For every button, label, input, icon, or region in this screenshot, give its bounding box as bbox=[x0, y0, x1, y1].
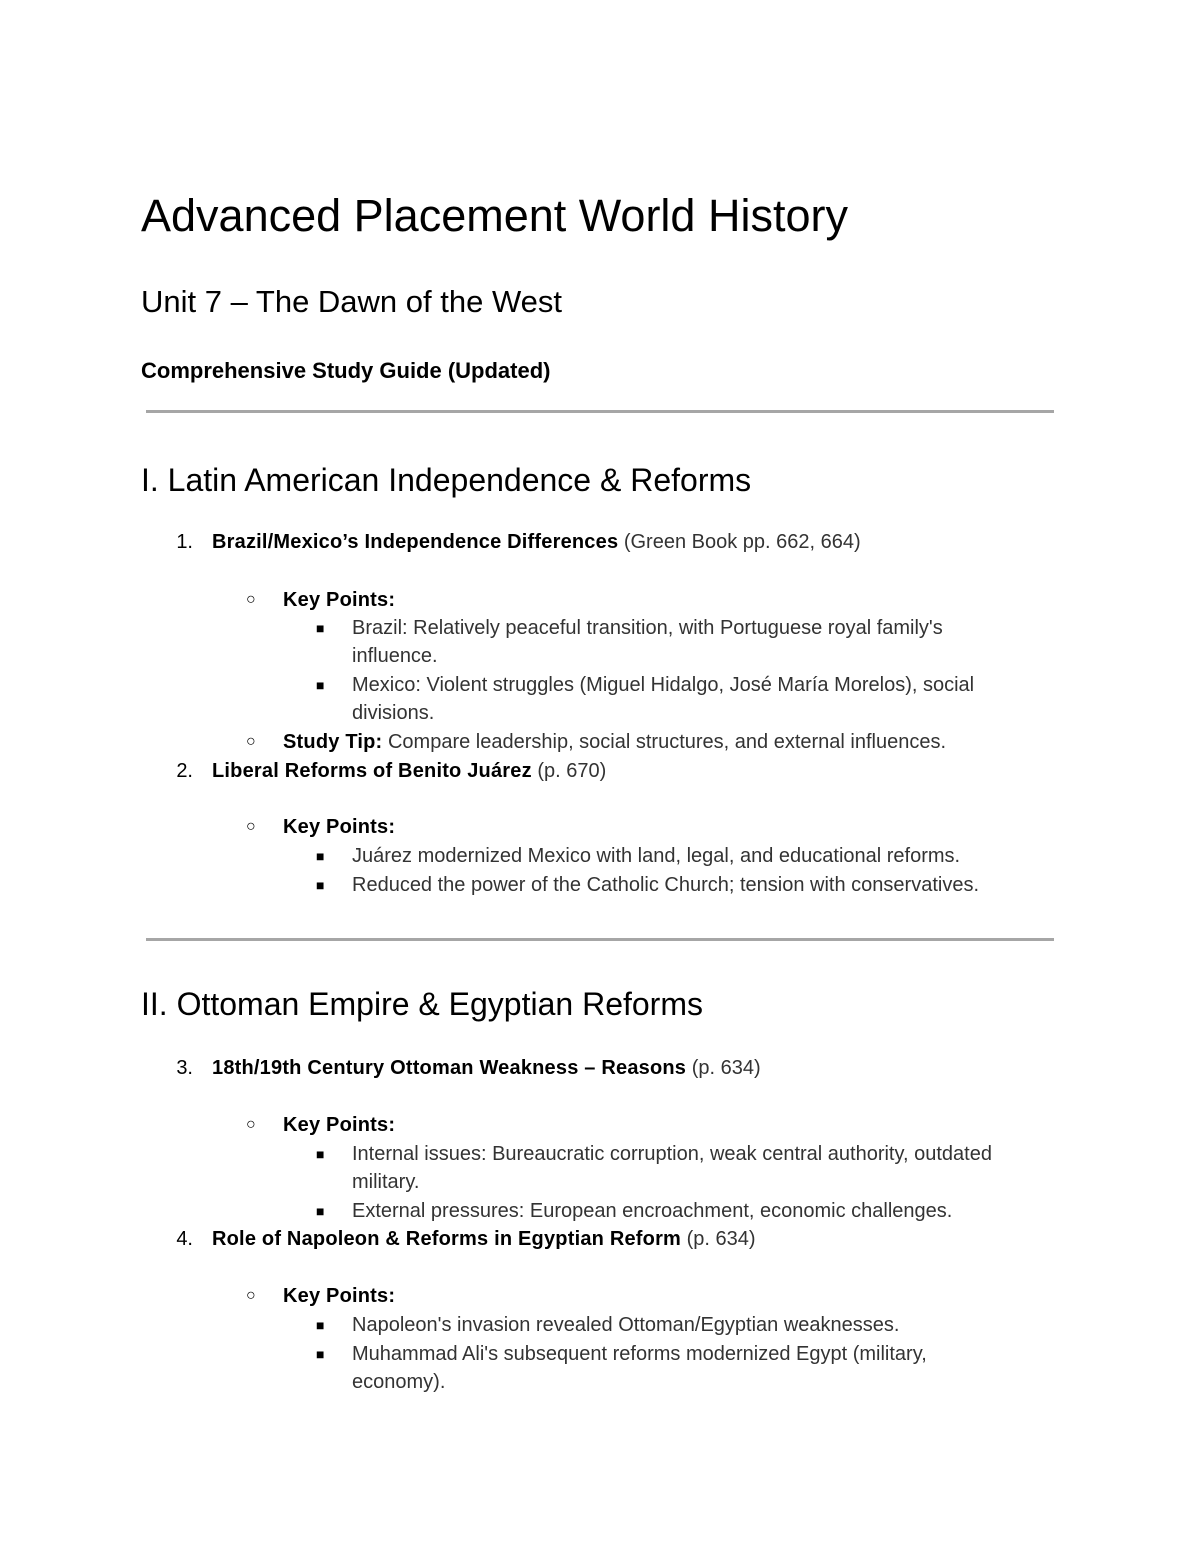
list-item-2 bbox=[212, 757, 606, 785]
study-tip-text: Compare leadership, social structures, and external influences. bbox=[387, 731, 947, 753]
square-bullet-icon: ■ bbox=[316, 1203, 325, 1219]
list-item-3 bbox=[212, 1054, 761, 1082]
square-bullet-icon: ■ bbox=[316, 877, 325, 893]
document-title: Advanced Placement World History bbox=[141, 190, 848, 241]
key-point-text: Brazil: Relatively peaceful transition, with Portuguese royal family's bbox=[352, 617, 943, 639]
key-points-label: Key Points: bbox=[283, 589, 396, 611]
item-number: 2. bbox=[176, 760, 193, 782]
key-points-label: Key Points: bbox=[283, 1114, 396, 1136]
page-reference: (Green Book pp. 662, 664) bbox=[623, 531, 861, 553]
square-bullet-icon: ■ bbox=[316, 620, 325, 636]
key-point-text: military. bbox=[352, 1171, 420, 1193]
circle-bullet-icon: ○ bbox=[246, 1116, 256, 1133]
item-number: 3. bbox=[176, 1057, 193, 1079]
key-point-text: Muhammad Ali's subsequent reforms modernized Egypt (military, bbox=[352, 1343, 927, 1365]
item-title: Brazil/Mexico’s Independence Differences bbox=[212, 531, 619, 553]
item-number: 4. bbox=[176, 1228, 193, 1250]
study-tip-label: Study Tip: bbox=[283, 731, 383, 753]
study-guide-subtitle: Comprehensive Study Guide (Updated) bbox=[141, 358, 551, 383]
key-point-text: influence. bbox=[352, 645, 438, 667]
key-point-text: Napoleon's invasion revealed Ottoman/Egyptian weaknesses. bbox=[352, 1314, 900, 1336]
page-reference: (p. 634) bbox=[691, 1057, 761, 1079]
item-title: 18th/19th Century Ottoman Weakness – Reasons bbox=[212, 1057, 687, 1079]
item-title: Liberal Reforms of Benito Juárez bbox=[212, 760, 532, 782]
square-bullet-icon: ■ bbox=[316, 848, 325, 864]
circle-bullet-icon: ○ bbox=[246, 818, 256, 835]
item-number: 1. bbox=[176, 531, 193, 553]
unit-heading: Unit 7 – The Dawn of the West bbox=[141, 284, 563, 319]
circle-bullet-icon: ○ bbox=[246, 1287, 256, 1304]
item-title: Role of Napoleon & Reforms in Egyptian Reform bbox=[212, 1228, 682, 1250]
key-point-text: Internal issues: Bureaucratic corruption, weak central authority, outdated bbox=[352, 1143, 992, 1165]
section-heading-1: I. Latin American Independence & Reforms bbox=[141, 462, 752, 498]
circle-bullet-icon: ○ bbox=[246, 733, 256, 750]
list-item-4 bbox=[212, 1225, 756, 1253]
key-point-text: divisions. bbox=[352, 702, 435, 724]
key-points-label: Key Points: bbox=[283, 1285, 396, 1307]
key-point-text: External pressures: European encroachment, economic challenges. bbox=[352, 1200, 953, 1222]
section-heading-2: II. Ottoman Empire & Egyptian Reforms bbox=[141, 986, 703, 1022]
key-point-text: economy). bbox=[352, 1371, 446, 1393]
key-point-text: Mexico: Violent struggles (Miguel Hidalgo, José María Morelos), social bbox=[352, 674, 975, 696]
key-point-text: Reduced the power of the Catholic Church; tension with conservatives. bbox=[352, 874, 980, 896]
circle-bullet-icon: ○ bbox=[246, 591, 256, 608]
key-points-label: Key Points: bbox=[283, 816, 396, 838]
page-reference: (p. 634) bbox=[686, 1228, 756, 1250]
key-point-text: Juárez modernized Mexico with land, legal, and educational reforms. bbox=[352, 845, 961, 867]
square-bullet-icon: ■ bbox=[316, 677, 325, 693]
square-bullet-icon: ■ bbox=[316, 1346, 325, 1362]
page-reference: (p. 670) bbox=[537, 760, 607, 782]
divider-1 bbox=[146, 410, 1054, 413]
square-bullet-icon: ■ bbox=[316, 1146, 325, 1162]
divider-2 bbox=[146, 938, 1054, 941]
study-tip bbox=[283, 728, 946, 756]
list-item-1 bbox=[212, 528, 861, 556]
square-bullet-icon: ■ bbox=[316, 1317, 325, 1333]
